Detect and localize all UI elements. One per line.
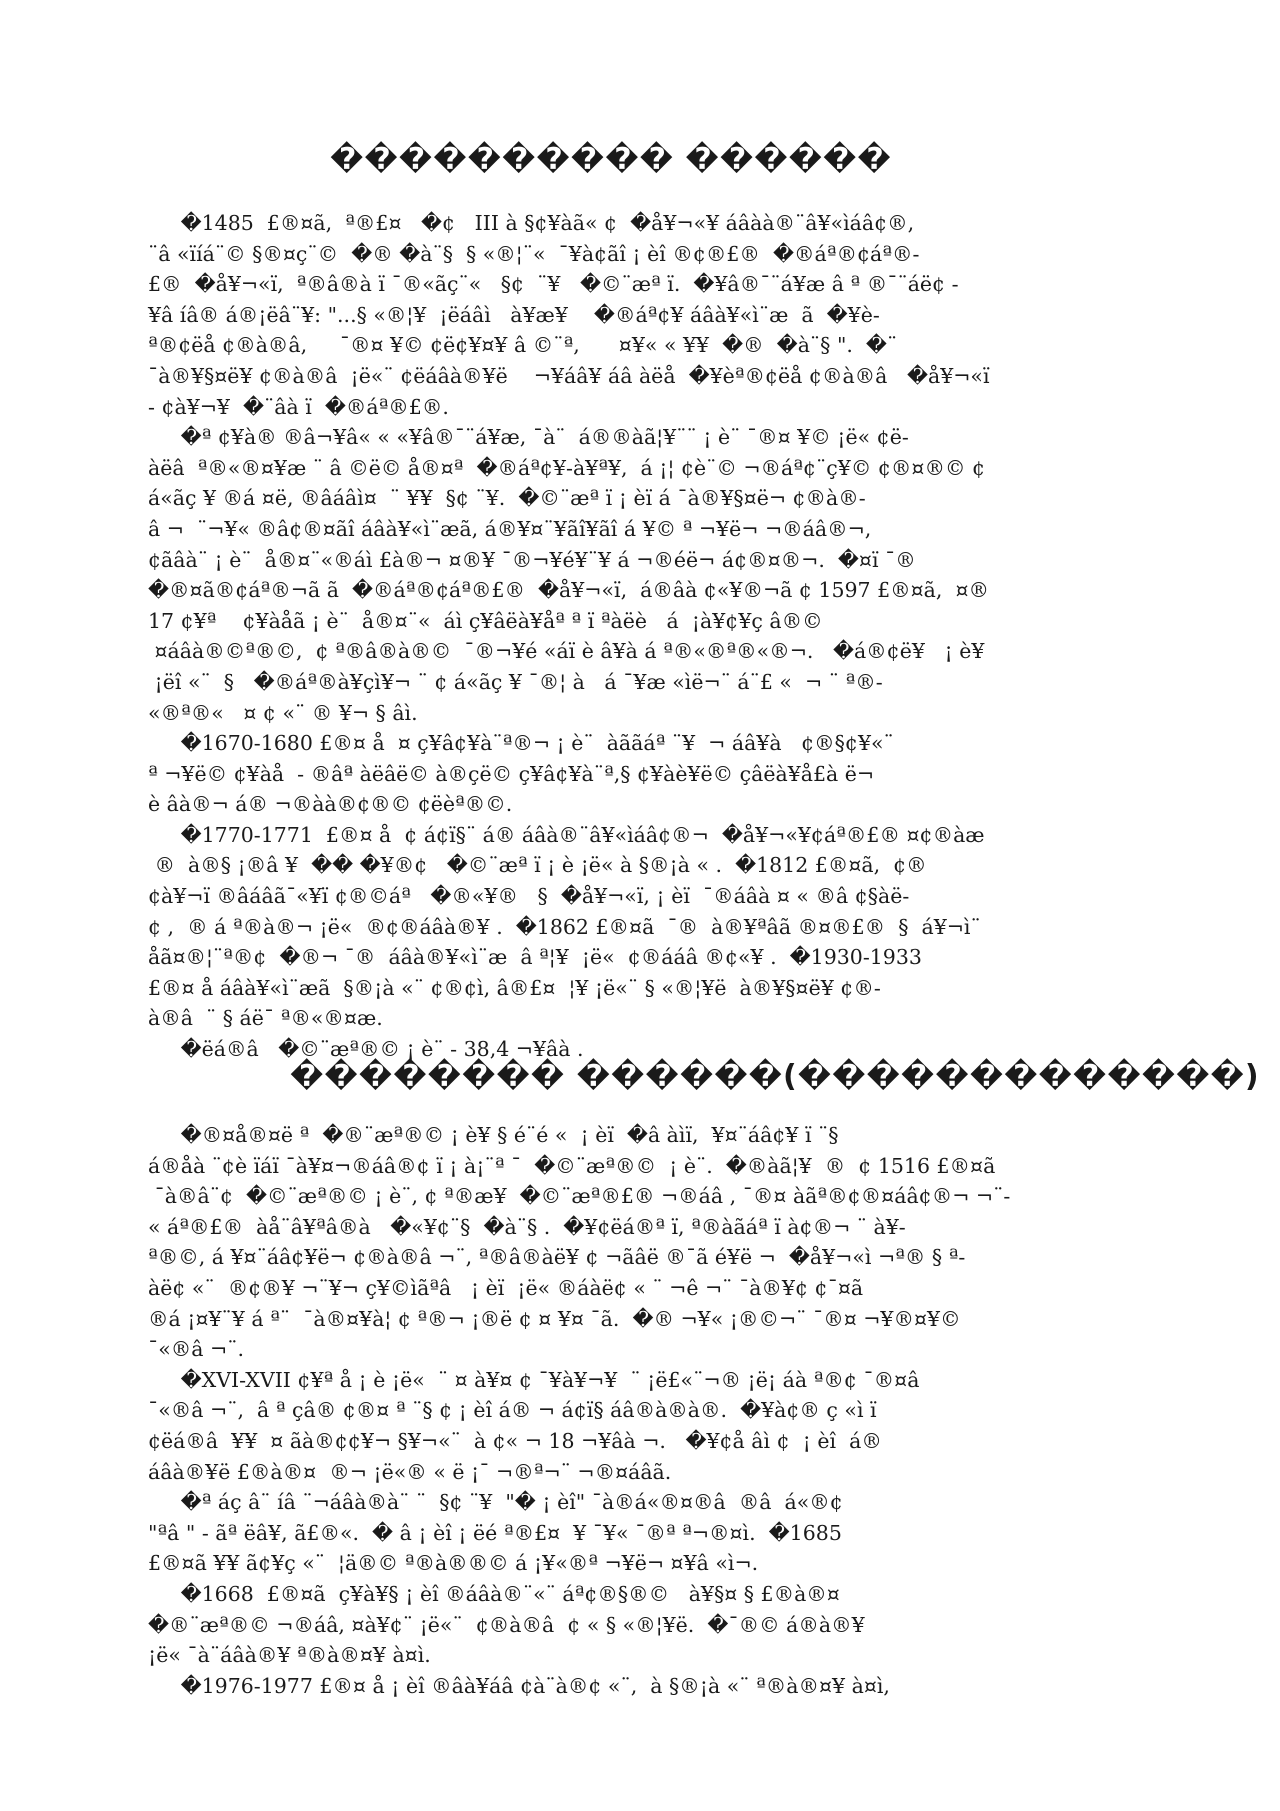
paragraph: �1770-1771 £®¤ å ¢ á¢ï§¨ á® áâà®¨â¥«ìáâ¢®¬ �å¥¬«¥¢áª®£® ¤¢®àæ ® à®§ ¡®â ¥ �� �¥®¢ �©¨æª ï ¡ è ¡ë« à §®¡à « . �1812 £®¤ã, ¢® ¢à¥¬ï ®âáâã¯«¥ï ¢®©áª �®«¥® § �å¥¬«ï, ¡ èï ¯®áâà ¤ « ®â ¢§àë- ¢ , ® á ª®à®¬ ¡ë« ®¢®áâà®¥ . �1862 £®¤ã ¯® à®¥ªâã ®¤®£® § á¥¬ì¨ åã¤®¦¨ª®¢ �®¬ ¯® áâà®¥«ì¨æ â ª¦¥ ¡ë« ¢®ááâ ®¢«¥ . �1930-1933 £®¤ å áâà¥«ì¨æã §®¡à «¨ ¢®¢ì, â®£¤ ¦¥ ¡ë«¨ § «®¦¥ë à®¥§¤ë¥ ¢®- à®â ¨ § áë¯ ª®«®¤æ. bbox=[148, 822, 985, 1031]
paragraph: �ëá®â �©¨æª®© ¡ è¨ - 38,4 ¬¥âà . bbox=[148, 1037, 584, 1062]
paragraph: �ª áç â¨ íâ ¨¬áâà®à¨ ¨ §¢ ¨¥ "� ¡ èî" ¯à®á«®¤®â ®â á«®¢ "ªâ " - ãª ëâ¥, ã£®«. � â ¡ èî ¡ ëé ª®£¤ ¥ ¯¥« ¯®ª ª¬®¤ì. �1685 £®¤ã ¥¥ ã¢¥ç «¨ ¦ä®© ª®à®®© á ¡¥«®ª ¬¥ë¬ ¤¥â «ì¬. bbox=[148, 1490, 843, 1576]
paragraph: �®¤å®¤ë ª �®¨æª®© ¡ è¥ § é¨é « ¡ èï �â àìï, ¥¤¨áâ¢¥ ï ¨§ á®åà ¨¢è ïáï ¯à¥¤¬®áâ®¢ ï ¡ à¡¨ª ¯ �©¨æª®© ¡ è¨. �®àã¦¥ ® ¢ 1516 £®¤ã ¯à®â¨¢ �©¨æª®© ¡ è¨, ¢ ª®æ¥ �©¨æª®£® ¬®áâ , ¯®¤ àãª®¢®¤áâ¢®¬ ¬¨- « áª®£® àå¨â¥ªâ®à �«¥¢¨§ �à¨§ . �¥¢ëá®ª ï, ª®àãáª ï à¢®¬ ¨ à¥- ª®©, á ¥¤¨áâ¢¥ë¬ ¢®à®â ¬¨, ª®â®àë¥ ¢ ¬ãâë ®¯ã é¥ë ¬ �å¥¬«ì ¬ª® § ª- àë¢ «¨ ®¢®¥ ¬¨¥¬ ç¥©ìãªâ ¡ èï ¡ë« ®áàë¢ « ¨ ¬ê ¬¨ ¯à®¥¢ ¢¯¤ã ®á ¡¤¥¨¥ á ª¨ ¯à®¤¥à¦ ¢ ª®¬ ¡®ë ¢ ¤ ¥¤ ¯ã. �® ¬¥« ¡®©¬¨ ¯®¤ ¬¥®¤¥© ¯«®â ¬¨. bbox=[148, 1123, 1011, 1362]
section-heading-2: �������� ������(�������������) bbox=[290, 1059, 1260, 1094]
paragraph: �XVI-XVII ¢¥ª å ¡ è ¡ë« ¨ ¤ à¥¤ ¢ ¯¥à¥¬¥ ¨ ¡ë£«¨¬® ¡ë¡ áà ª®¢ ¯®¤â ¯«®â ¬¨, â ª çâ® ¢®¤ ª ¨§ ¢ ¡ èî á® ¬ á¢ï§ áâ®à®à®. �¥à¢® ç «ì ï ¢ëá®â ¥¥ ¤ ãà®¢¢¥¬ §¥¬«¨ à ¢« ¬ 18 ¬¥âà ¬. �¥¢å âì ¢ ¡ èî á® áâà®¥ë £®à®¤ ®¬ ¡ë«® « ë ¡¯ ¬®ª¬¨ ¬®¤áâã. bbox=[148, 1367, 920, 1484]
section-body-1 bbox=[148, 208, 1108, 1065]
paragraph: �1668 £®¤ã ç¥à¥§ ¡ èî ®áâà®¨«¨ áª¢®§®© à¥§¤ § £®à®¤ �®¨æª®© ¬®áâ, ¤à¥¢¨ ¡ë«¨ ¢®à®â ¢ « § «®¦¥ë. �¯®© á®à®¥ ¡ë« ¯à¨áâà®¥ ª®à®¤¥ à¤ì. bbox=[148, 1581, 865, 1668]
paragraph: �1670-1680 £®¤ å ¤ ç¥â¢¥à¨ª®¬ ¡ è¨ àããáª ¨¥ ¬ áâ¥à ¢®§¢¥«¨ ª ¬¥ë© ¢¥àå - ®âª àëâë© à®çë© ç¥â¢¥à¨ª,§ ¢¥àè¥ë© çâëà¥å£à ë¬ è âà®¬ á® ¬®àà®¢®© ¢ëèª®©. bbox=[148, 731, 894, 817]
paragraph: �ª ¢¥à® ®â¬¥â« « «¥â®¯¨á¥æ, ¯à¨ á®®àã¦¥¨¨ ¡ è¨ ¯®¤ ¥© ¡ë« ¢ë- àëâ ª®«®¤¥æ ¨ â ©ë© å®¤ª �®áª¢¥-à¥ª¥, á ¡¦ ¢è¨© ¬®áª¢¨ç¥© ¢®¤®© ¢ á«ãç ¥ ®á ¤ë, ®âáâì¤ ¨ ¥¥ §¢ ¨¥. �©¨æª ï ¡ èï á ¯à®¥§¤ë¬ ¢®à®- â ¬ ¨¬¥« ®â¢®¤ãî áâà¥«ì¨æã, á®¥¤¨¥ãî¥ãî á ¥© ª ¬¥ë¬ ¬®áâ®¬, ¢ãâà¨ ¡ è¨ å®¤¨«®áì £à®¬ ¤®¥ ¯®¬¥é¥¨¥ á ¬®éë¬ á¢®¤®¬. �¤ï ¯® �®¤ã®¢áª®¬ã ã �®áª®¢áª®£® �å¥¬«ï, á®âà ¢«¥®¬ã ¢ 1597 £®¤ã, ¤® 17 ¢¥ª ¢¥àåã ¡ è¨ å®¤¨« áì ç¥âëà¥åª ª ï ªàëè á ¡à¥¢¥ç â®© ¤áâà®©ª®©, ¢ ª®â®à®© ¯®¬¥é «áï è â¥à á ª®«®ª®«®¬. �á®¢ë¥ ¡ è¥ ¡ëî «¨ § �®áª®à¥çì¥¬ ¨ ¢ á«ãç ¥ ¯®¦ à á ¯¥æ «ìë¬¨ á¨£ « ¬ ¨ ª®- «®ª®« ¤ ¢ «¨ ® ¥¬ § âì. bbox=[148, 425, 990, 725]
section-body-2 bbox=[148, 1120, 1108, 1701]
section-heading-1: ���������� ������ bbox=[330, 142, 892, 177]
paragraph: �1976-1977 £®¤ å ¡ èî ®âà¥áâ ¢à¨à®¢ «¨, à §®¡à «¨ ª®à®¤¥ à¤ì, bbox=[148, 1673, 890, 1698]
paragraph: �1485 £®¤ã, ª®£¤ �¢ III à §¢¥àã« ¢ �å¥¬«¥ áâàà®¨â¥«ìáâ¢®, ¨â «ïíá¨© §®¤ç¨© �® �à¨§ § «®¦¨« ¯¥à¢ãî ¡ èî ®¢®£® �®áª®¢áª®- £® �å¥¬«ï, ª®â®à ï ¯®«ãç¨« §¢ ¨¥ �©¨æª ï. �¥â®¯¨á¥æ â ª ®¯¨áë¢ - ¥â íâ® á®¡ëâ¨¥: "...§ «®¦¥ ¡ëáâì à¥æ¥ �®áª¢¥ áâà¥«ì¨æ ã �¥è- ª®¢ëå ¢®à®â, ¯®¤ ¥© ¢ë¢¥¤¥ â ©¨ª, ¤¥« « ¥¥ �® �à¨§ ". �¨ ¯à®¥§¤ë¥ ¢®à®â ¡ë«¨ ¢ëáâà®¥ë ¬¥áâ¥ áâ àëå �¥èª®¢ëå ¢®à®â �å¥¬«ï - ¢à¥¬¥ �¨âà ï �®áª®£®. bbox=[148, 211, 990, 419]
